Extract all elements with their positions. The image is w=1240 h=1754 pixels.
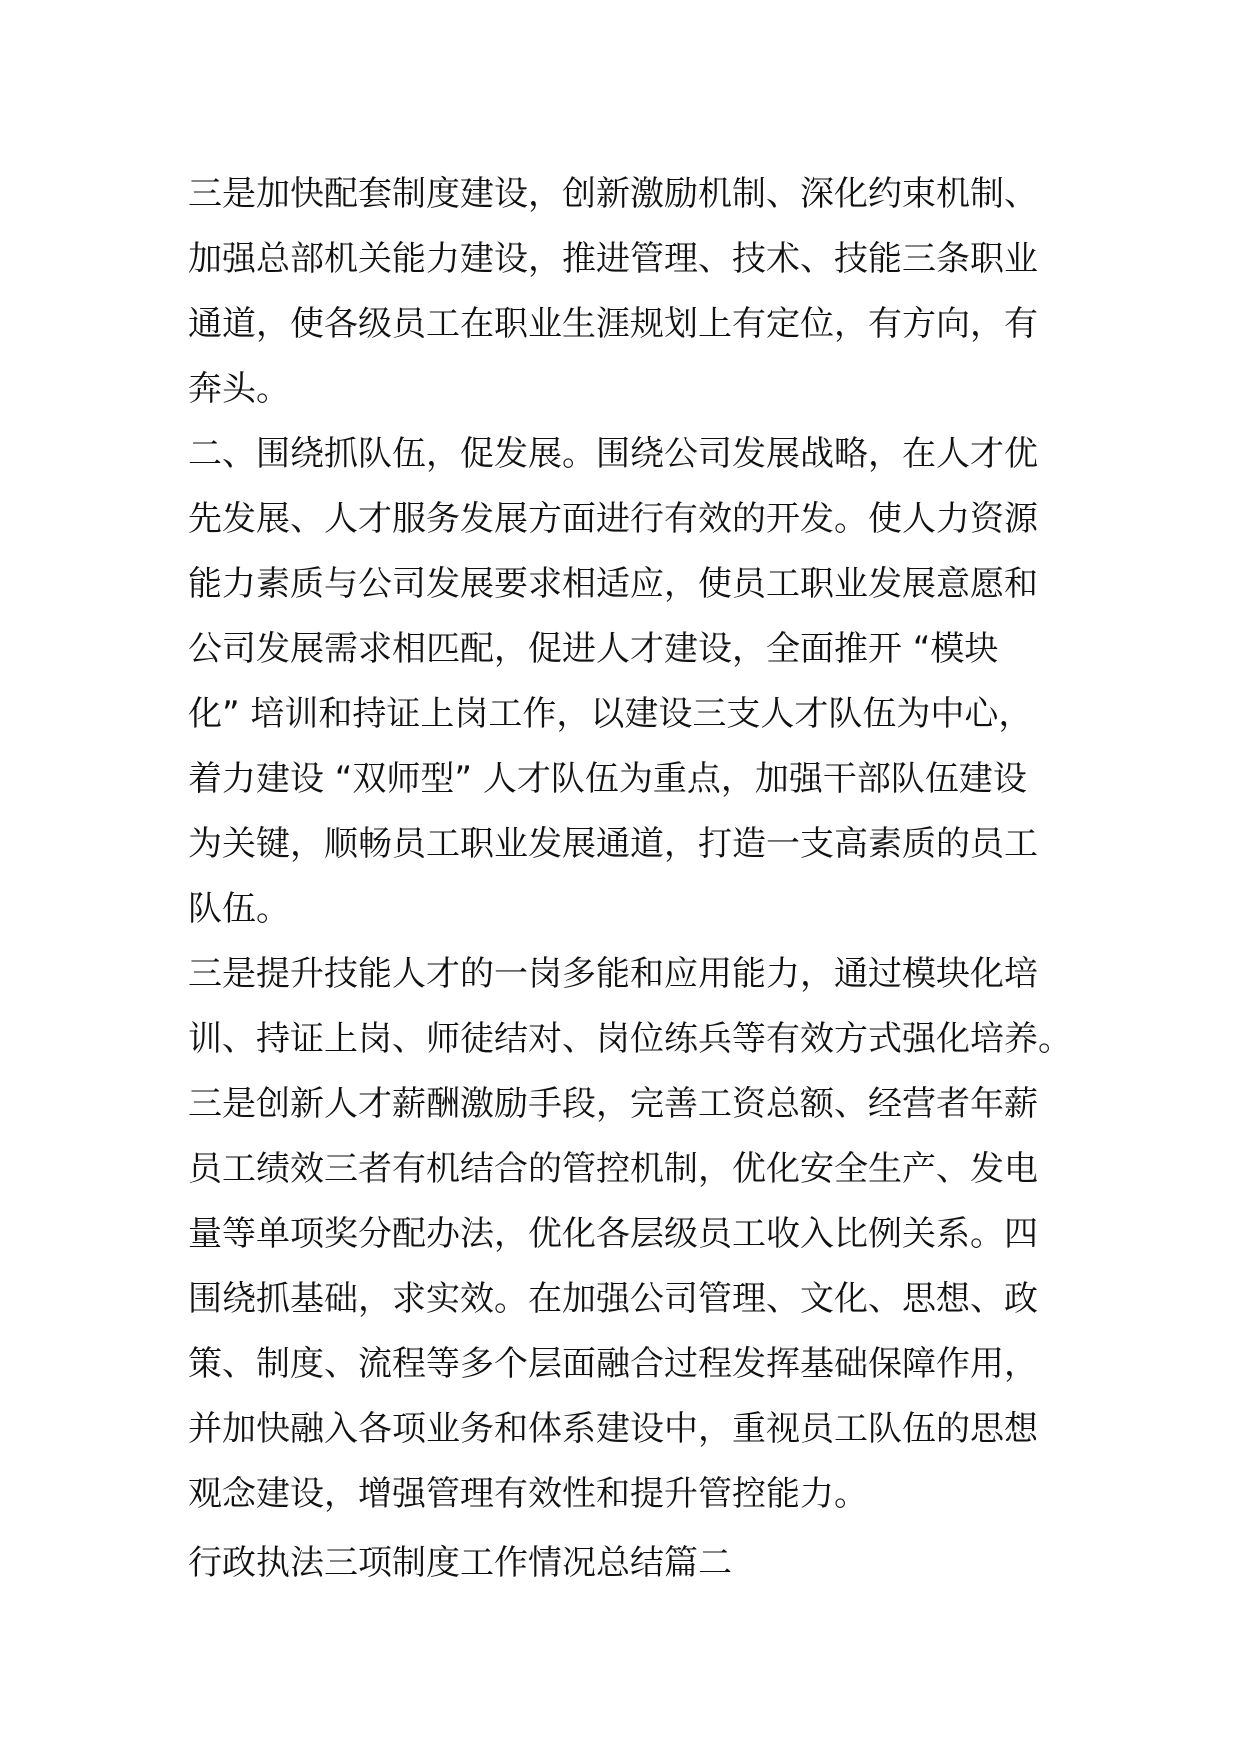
text-line: 着力建设 “双师型” 人才队伍为重点，加强干部队伍建设 bbox=[188, 759, 1027, 799]
text-line: 员工绩效三者有机结合的管控机制，优化安全生产、发电 bbox=[188, 1149, 1038, 1189]
section-heading: 行政执法三项制度工作情况总结篇二 bbox=[188, 1543, 732, 1583]
text-line: 加强总部机关能力建设，推进管理、技术、技能三条职业 bbox=[188, 239, 1038, 279]
text-line: 奔头。 bbox=[188, 369, 290, 409]
text-line: 队伍。 bbox=[188, 889, 290, 929]
text-line: 三是加快配套制度建设，创新激励机制、深化约束机制、 bbox=[188, 174, 1038, 214]
text-line: 并加快融入各项业务和体系建设中，重视员工队伍的思想 bbox=[188, 1409, 1038, 1449]
text-line: 策、制度、流程等多个层面融合过程发挥基础保障作用， bbox=[188, 1344, 1038, 1384]
text-line: 为关键，顺畅员工职业发展通道，打造一支高素质的员工 bbox=[188, 824, 1038, 864]
text-line: 三是创新人才薪酬激励手段，完善工资总额、经营者年薪 bbox=[188, 1084, 1038, 1124]
text-line: 公司发展需求相匹配，促进人才建设，全面推开 “模块 bbox=[188, 629, 999, 669]
document-body bbox=[188, 162, 1072, 1596]
text-line: 训、持证上岗、师徒结对、岗位练兵等有效方式强化培养。 bbox=[188, 1019, 1072, 1059]
text-line: 通道，使各级员工在职业生涯规划上有定位，有方向，有 bbox=[188, 304, 1038, 344]
text-line: 围绕抓基础，求实效。在加强公司管理、文化、思想、政 bbox=[188, 1279, 1038, 1319]
text-line: 观念建设，增强管理有效性和提升管控能力。 bbox=[188, 1474, 868, 1514]
text-line: 量等单项奖分配办法，优化各层级员工收入比例关系。四 bbox=[188, 1214, 1038, 1254]
text-line: 先发展、人才服务发展方面进行有效的开发。使人力资源 bbox=[188, 499, 1038, 539]
text-line: 化” 培训和持证上岗工作，以建设三支人才队伍为中心， bbox=[188, 694, 1033, 734]
text-line: 二、围绕抓队伍，促发展。围绕公司发展战略，在人才优 bbox=[188, 434, 1038, 474]
text-line: 能力素质与公司发展要求相适应，使员工职业发展意愿和 bbox=[188, 564, 1038, 604]
text-line: 三是提升技能人才的一岗多能和应用能力，通过模块化培 bbox=[188, 954, 1038, 994]
